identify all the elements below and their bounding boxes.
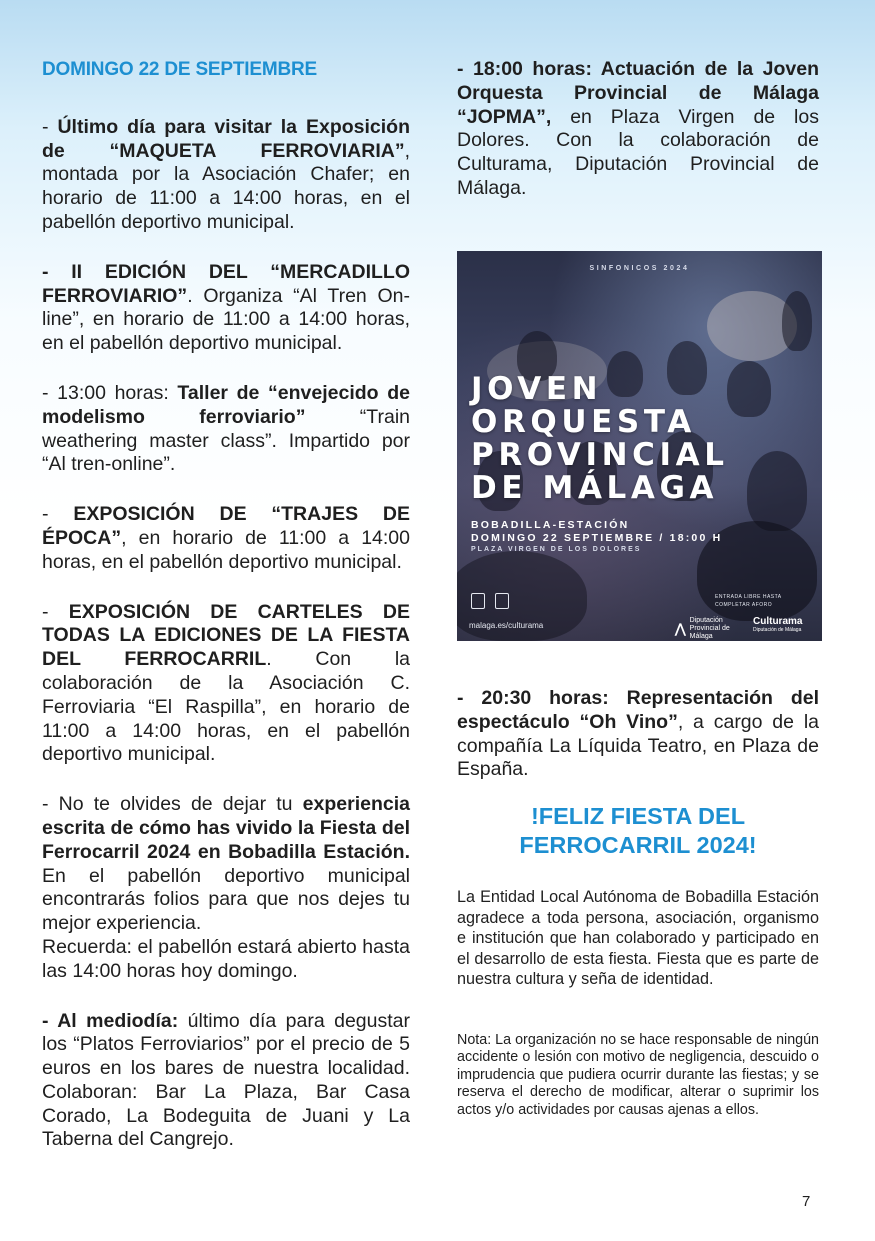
event-maqueta-title: Último día para visitar la Exposición de “MAQUETA FERROVIARIA”: [42, 115, 410, 162]
event-oh-vino: - 20:30 horas: Representación del espectáculo “Oh Vino”, a cargo de la compañía La Líquida Teatro, en Plaza de España.: [457, 687, 819, 781]
event-experiencia-title: experiencia escrita de cómo has vivido la Fiesta del Ferrocarril 2024 en Bobadilla Estación.: [42, 793, 410, 863]
event-oh-vino-title: - 20:30 horas: Representación del espectáculo “Oh Vino”: [457, 687, 819, 733]
disclaimer-note: Nota: La organización no se hace responsable de ningún accidente o lesión con motivo de negligencia, descuido o imprudencia que pudiera ocurrir durante las fiestas; y se reserva el derecho de modificar, alterar o suprimir los actos y/o actividades por causas ajenas a ellos.: [457, 1032, 819, 1118]
feliz-fiesta-heading: !FELIZ FIESTA DEL FERROCARRIL 2024!: [519, 803, 757, 858]
event-mediodia: - Al mediodía: último día para degustar los “Platos Ferroviarios” por el precio de 5 euros en los bares de nuestra localidad. Colaboran: Bar La Plaza, Bar Casa Corado, La Bodeguita de Juani y La Taberna del Cangrejo.: [42, 1009, 410, 1151]
event-mediodia-title: - Al mediodía:: [42, 1009, 179, 1032]
event-experiencia-reminder: Recuerda: el pabellón estará abierto hasta las 14:00 horas hoy domingo.: [42, 935, 410, 982]
event-carteles: - EXPOSICIÓN DE CARTELES DE TODAS LA EDICIONES DE LA FIESTA DEL FERROCARRIL. Con la colaboración de la Asociación C. Ferroviaria “El Raspilla”, en horario de 11:00 a 14:00 horas, en el pabellón deportivo municipal.: [42, 600, 410, 766]
diputacion-logo: ⋀ Diputación Provincial de Málaga: [675, 617, 730, 640]
culturama-logo: Culturama Diputación de Málaga: [753, 616, 803, 633]
event-jopma-title: - 18:00 horas: Actuación de la Joven Orquesta Provincial de Málaga “JOPMA”,: [457, 58, 819, 128]
crest-logo-icon: [495, 593, 509, 609]
thanks-paragraph: La Entidad Local Autónoma de Bobadilla Estación agradece a toda persona, asociación, organismo e institución que han colaborado y participado en el desarrollo de esta fiesta. Fiesta que es parte de nuestra cultura y seña de identidad.: [457, 888, 819, 988]
event-mercadillo-title: - II EDICIÓN DEL “MERCADILLO FERROVIARIO”: [42, 260, 410, 307]
poster-series: SINFONICOS 2024: [589, 265, 690, 272]
event-carteles-title: EXPOSICIÓN DE CARTELES DE TODAS LA EDICIONES DE LA FIESTA DEL FERROCARRIL: [42, 600, 410, 671]
event-trajes: - EXPOSICIÓN DE “TRAJES DE ÉPOCA”, en horario de 11:00 a 14:00 horas, en el pabellón deportivo municipal.: [42, 503, 410, 573]
event-experiencia: - No te olvides de dejar tu experiencia escrita de cómo has vivido la Fiesta del Ferrocarril 2024 en Bobadilla Estación. En el pabellón deportivo municipal encontrarás folios para que nos dejes tu mejor experiencia.: [42, 793, 410, 935]
right-column-top: [457, 58, 819, 201]
page-number: 7: [802, 1193, 811, 1210]
event-mercadillo: - II EDICIÓN DEL “MERCADILLO FERROVIARIO”. Organiza “Al Tren On-line”, en horario de 11:00 a 14:00 horas, en el pabellón deportivo municipal.: [42, 260, 410, 355]
council-logo-icon: [471, 593, 485, 609]
poster-venue: PLAZA VIRGEN DE LOS DOLORES: [471, 546, 642, 553]
poster-location: BOBADILLA-ESTACIÓN: [471, 519, 630, 531]
event-trajes-title: EXPOSICIÓN DE “TRAJES DE ÉPOCA”: [42, 503, 410, 549]
poster-entry-note: ENTRADA LIBRE HASTA COMPLETAR AFORO: [715, 594, 782, 608]
poster-title: JOVEN ORQUESTA PROVINCIAL DE MÁLAGA: [471, 371, 729, 506]
event-maqueta: - Último día para visitar la Exposición de “MAQUETA FERROVIARIA”, montada por la Asociación Chafer; en horario de 11:00 a 14:00 horas, en el pabellón deportivo municipal.: [42, 115, 410, 233]
event-taller-title: Taller de “envejecido de modelismo ferroviario”: [42, 381, 410, 428]
poster-date: DOMINGO 22 SEPTIEMBRE / 18:00 H: [471, 532, 723, 544]
left-column: [42, 58, 410, 1152]
event-taller: - 13:00 horas: Taller de “envejecido de modelismo ferroviario” “Train weathering master class”. Impartido por “Al tren-online”.: [42, 381, 410, 476]
poster-logos: [471, 593, 509, 609]
diputacion-mark-icon: ⋀: [675, 621, 686, 636]
concert-poster: [457, 251, 822, 641]
event-jopma: - 18:00 horas: Actuación de la Joven Orquesta Provincial de Málaga “JOPMA”, en Plaza Virgen de los Dolores. Con la colaboración de Culturama, Diputación Provincial de Málaga.: [457, 58, 819, 199]
day-heading: DOMINGO 22 DE SEPTIEMBRE: [42, 59, 317, 80]
poster-website: malaga.es/culturama: [469, 621, 544, 630]
right-column-mid: [457, 687, 819, 782]
